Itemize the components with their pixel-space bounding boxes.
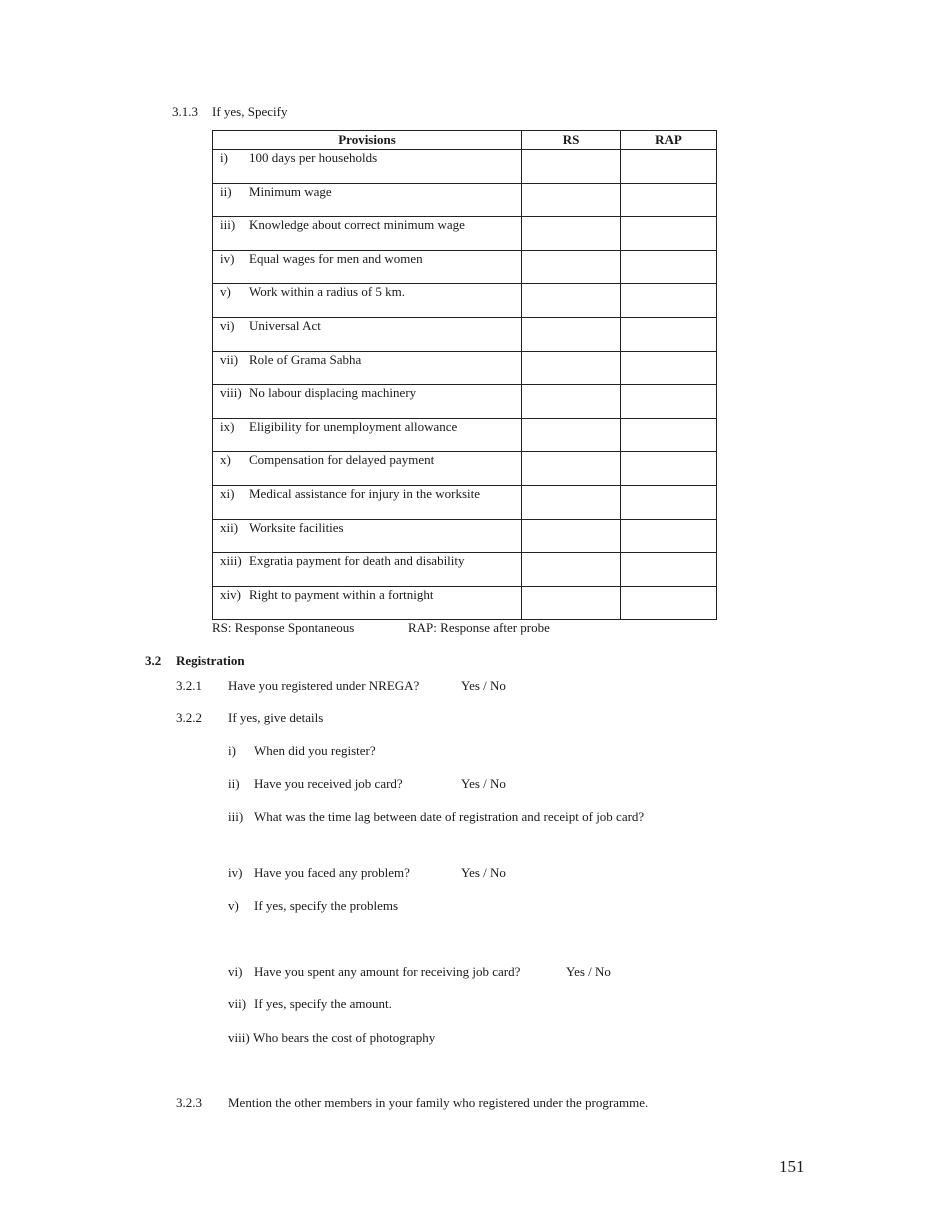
provision-number: vii) — [220, 351, 239, 367]
table-row — [213, 485, 717, 519]
sub-question-text: Have you faced any problem? — [254, 865, 410, 880]
provision-text: Right to payment within a fortnight — [249, 586, 434, 602]
rap-cell[interactable] — [621, 351, 717, 385]
rap-cell[interactable] — [621, 553, 717, 587]
provision-text: Worksite facilities — [249, 519, 344, 535]
q-321-text: Have you registered under NREGA? — [228, 678, 420, 693]
q-323-number: 3.2.3 — [176, 1095, 202, 1110]
rs-cell[interactable] — [522, 553, 621, 587]
table-row — [213, 351, 717, 385]
q-322-text: If yes, give details — [228, 710, 324, 725]
sub-question-number: vi) — [228, 964, 243, 979]
table-row — [213, 150, 717, 184]
provision-cell — [213, 519, 522, 553]
sub-question-text: If yes, specify the problems — [254, 898, 399, 913]
provision-cell — [213, 217, 522, 251]
rap-cell[interactable] — [621, 183, 717, 217]
sub-question-number: iii) — [228, 809, 244, 824]
table-row — [213, 519, 717, 553]
rap-cell[interactable] — [621, 418, 717, 452]
provision-number: xiv) — [220, 586, 241, 602]
table-row — [213, 217, 717, 251]
provision-text: No labour displacing machinery — [249, 385, 417, 401]
rs-cell[interactable] — [522, 150, 621, 184]
provision-number: xiii) — [220, 553, 242, 569]
provision-number: vi) — [220, 317, 235, 333]
provision-text: Minimum wage — [249, 183, 332, 199]
q-323-text: Mention the other members in your family who registered under the programme. — [228, 1095, 649, 1110]
sub-question-number: vii) — [228, 996, 247, 1011]
provision-text: Compensation for delayed payment — [249, 452, 435, 468]
rs-cell[interactable] — [522, 284, 621, 318]
provision-cell — [213, 183, 522, 217]
sub-question-text: When did you register? — [254, 743, 376, 758]
rap-cell[interactable] — [621, 317, 717, 351]
rap-cell[interactable] — [621, 385, 717, 419]
rap-cell[interactable] — [621, 150, 717, 184]
provision-text: Work within a radius of 5 km. — [249, 284, 406, 300]
provision-text: Eligibility for unemployment allowance — [249, 418, 458, 434]
provision-text: Medical assistance for injury in the worksite — [249, 485, 481, 501]
provision-number: ix) — [220, 418, 235, 434]
provision-number: viii) — [220, 385, 242, 401]
sub-question-text: If yes, specify the amount. — [254, 996, 392, 1011]
provision-number: ii) — [220, 183, 232, 199]
rs-cell[interactable] — [522, 586, 621, 620]
header-rs: RS — [522, 131, 621, 150]
q-321-options[interactable]: Yes / No — [461, 678, 506, 693]
table-row — [213, 385, 717, 419]
provision-number: xii) — [220, 519, 239, 535]
table-header-row — [213, 131, 717, 150]
rs-cell[interactable] — [522, 485, 621, 519]
table-row — [213, 284, 717, 318]
rap-cell[interactable] — [621, 485, 717, 519]
provision-text: 100 days per households — [249, 150, 378, 165]
provision-text: Role of Grama Sabha — [249, 351, 362, 367]
rap-cell[interactable] — [621, 217, 717, 251]
legend-rap: RAP: Response after probe — [408, 620, 550, 635]
provision-number: i) — [220, 150, 228, 165]
sub-question-options[interactable]: Yes / No — [461, 865, 506, 880]
q-322-number: 3.2.2 — [176, 710, 202, 725]
rap-cell[interactable] — [621, 452, 717, 486]
provision-cell — [213, 351, 522, 385]
rap-cell[interactable] — [621, 519, 717, 553]
page-number: 151 — [779, 1157, 805, 1176]
provision-cell — [213, 553, 522, 587]
rs-cell[interactable] — [522, 317, 621, 351]
sub-question-options[interactable]: Yes / No — [566, 964, 611, 979]
sub-question-number: viii) — [228, 1030, 250, 1045]
sub-question-number: ii) — [228, 776, 240, 791]
section-313-number: 3.1.3 — [172, 104, 198, 119]
rs-cell[interactable] — [522, 385, 621, 419]
sub-question-text: Have you spent any amount for receiving job card? — [254, 964, 521, 979]
provision-text: Universal Act — [249, 317, 321, 333]
provision-text: Exgratia payment for death and disability — [249, 553, 465, 569]
table-row — [213, 452, 717, 486]
provision-cell — [213, 452, 522, 486]
provision-number: v) — [220, 284, 231, 300]
rs-cell[interactable] — [522, 351, 621, 385]
sub-question-number: iv) — [228, 865, 243, 880]
rs-cell[interactable] — [522, 183, 621, 217]
q-321-number: 3.2.1 — [176, 678, 202, 693]
sub-question-number: v) — [228, 898, 239, 913]
rs-cell[interactable] — [522, 452, 621, 486]
rs-cell[interactable] — [522, 418, 621, 452]
provision-cell — [213, 485, 522, 519]
provision-cell — [213, 284, 522, 318]
provision-cell — [213, 150, 522, 184]
sub-question-text: What was the time lag between date of registration and receipt of job card? — [254, 809, 645, 824]
rap-cell[interactable] — [621, 284, 717, 318]
table-row — [213, 250, 717, 284]
table-row — [213, 418, 717, 452]
sub-question-number: i) — [228, 743, 236, 758]
rap-cell[interactable] — [621, 586, 717, 620]
provision-cell — [213, 418, 522, 452]
sub-question-text: Who bears the cost of photography — [253, 1030, 436, 1045]
header-rap: RAP — [621, 131, 717, 150]
legend-rs: RS: Response Spontaneous — [212, 620, 355, 635]
provision-cell — [213, 586, 522, 620]
provisions-table — [212, 130, 717, 620]
table-row — [213, 586, 717, 620]
table-row — [213, 183, 717, 217]
table-row — [213, 553, 717, 587]
provision-cell — [213, 317, 522, 351]
provision-number: x) — [220, 452, 231, 468]
rap-cell[interactable] — [621, 250, 717, 284]
sub-question-text: Have you received job card? — [254, 776, 403, 791]
rs-cell[interactable] — [522, 250, 621, 284]
section-32-number: 3.2 — [145, 653, 162, 668]
provision-cell — [213, 385, 522, 419]
section-32-title: Registration — [176, 653, 245, 668]
provision-text: Knowledge about correct minimum wage — [249, 217, 465, 233]
rs-cell[interactable] — [522, 217, 621, 251]
header-provisions: Provisions — [213, 131, 522, 150]
table-row — [213, 317, 717, 351]
sub-question-options[interactable]: Yes / No — [461, 776, 506, 791]
provision-number: iv) — [220, 250, 235, 266]
provision-text: Equal wages for men and women — [249, 250, 423, 266]
rs-cell[interactable] — [522, 519, 621, 553]
provision-number: iii) — [220, 217, 236, 233]
provision-number: xi) — [220, 485, 235, 501]
provision-cell — [213, 250, 522, 284]
section-313-title: If yes, Specify — [212, 104, 288, 119]
